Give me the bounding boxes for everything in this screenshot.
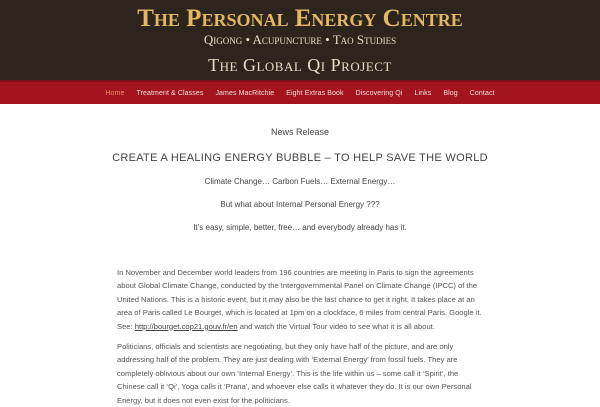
news-release-label: News Release [270, 127, 330, 137]
paragraph: Politicians, officials and scientists are negotiating, but they only have half of the picture, and are only addressing half of the problem. They are just dealing with ‘External Energy’ from fossil fuels. They are completely oblivious about our own ‘Internal Energy’. This is the life within us – some call it ‘Spirit’, the Chinese call it ‘Qi’, Yoga calls it ‘Prana’, and whoever else calls it whatever they do. It is our own Personal Energy, but it does not even exist for the politicians. [117, 342, 472, 405]
nav-blog[interactable]: Blog [443, 89, 458, 97]
paragraph-text: and watch the Virtual Tour video to see what it is all about. [237, 321, 435, 331]
site-header [0, 0, 600, 80]
nav-eight-extras-book[interactable]: Eight Extras Book [286, 89, 344, 97]
site-subtitle: Qigong • Acupuncture • Tao Studies [203, 32, 397, 47]
tagline-2: But what about Internal Personal Energy ??? [220, 200, 380, 209]
project-title: The Global Qi Project [208, 55, 392, 75]
cop21-link[interactable]: http://bourget.cop21.gouv.fr/en [134, 321, 238, 331]
nav-home[interactable]: Home [105, 89, 125, 97]
nav-treatment-classes[interactable]: Treatment & Classes [136, 89, 204, 97]
main-nav [0, 80, 600, 104]
content [0, 127, 600, 407]
headline: CREATE A HEALING ENERGY BUBBLE – TO HELP SAVE THE WORLD [112, 152, 488, 164]
site-title[interactable]: The Personal Energy Centre [137, 5, 463, 32]
article-body [117, 266, 487, 407]
paragraph [117, 266, 487, 333]
tagline-3: It’s easy, simple, better, free… and everybody already has it. [193, 223, 407, 232]
nav-contact[interactable]: Contact [469, 89, 495, 97]
nav-james-macritchie[interactable]: James MacRitchie [215, 89, 275, 97]
nav-links[interactable]: Links [414, 89, 432, 97]
tagline-1: Climate Change… Carbon Fuels… External Energy… [204, 177, 396, 186]
paragraph-text: In November and December world leaders from 196 countries are meeting in Paris to sign the agreements about Global Climate Change, conducted by the Intergovernmental Panel on Climate Change (IPCC) of the United Nations. This is a historic event, but it may also be the last chance to get it right. It takes place at an area of Paris called Le Bourget, which is located at 1pm on a clockface, 6 miles from central Paris. Google it. See: [117, 268, 482, 331]
nav-discovering-qi[interactable]: Discovering Qi [355, 89, 403, 97]
